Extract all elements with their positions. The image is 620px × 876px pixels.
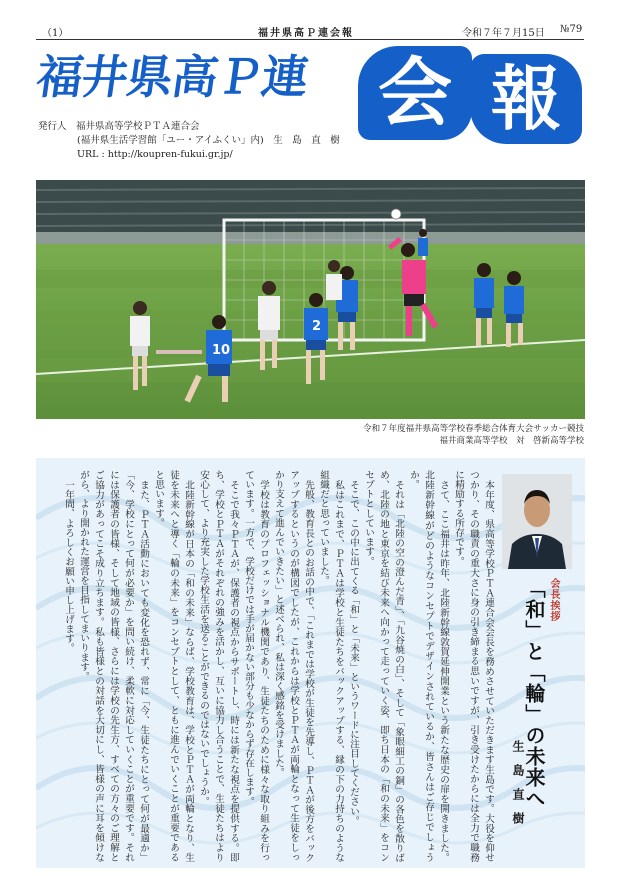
publisher-url[interactable]: URL : http://koupren-fukui.gr.jp/ (77, 149, 233, 160)
publisher-label: 発行人 (38, 121, 67, 132)
soccer-photo (36, 180, 585, 419)
header-strip (36, 22, 584, 40)
issue-date: 令和７年７月15日 (462, 28, 545, 39)
photo-caption (363, 423, 584, 447)
publisher-org: 福井県高等学校ＰＴＡ連合会 (76, 121, 200, 132)
body-paragraph: さて、ここ福井は昨年、北陸新幹線敦賀延伸開業という新たな歴史の扉を開きました。北陸新幹線がどのようなコンセプトでデザインされているか、皆さんはご存じでしょうか。 (408, 470, 449, 862)
caption-line-1: 令和７年度福井県高等学校春季総合体育大会サッカー競技 (363, 424, 584, 434)
body-paragraph: 北陸新幹線が日本の「和の未来」ならば、学校教育は、学校とＰＴＡが両輪となり、生徒を未来へと導く「輪の未来」をコンセプトとして、ともに進んでいくことが重要であると思います。 (153, 470, 194, 862)
publisher-person: 生 島 直 樹 (273, 135, 340, 146)
body-paragraph: また、ＰＴＡ活動においても変化を恐れず、常に「今、生徒たちにとって何が最適か」「今、学校にとって何が必要か」を問い続け、柔軟に対応していくことが重要です。それには保護者の皆様、そして地域の皆様、さらには学校の先生方、すべての方々のご理解とご協力があってこそ成り立ちます。私も皆様との対話を大切にし、皆様の声に耳を傾けながら、より開かれた運営を目指してまいります。 (78, 470, 149, 862)
body-paragraph: 学校は教育のプロフェッショナル機関であり、生徒たちのために様々な取り組みを行っています。一方で、学校だけでは手が届かない部分も少なからず存在します。 (243, 470, 269, 862)
jersey-number-10: 10 (212, 343, 231, 358)
issue-number: №79 (560, 24, 583, 35)
masthead-title: 福井県高Ｐ連 (33, 50, 311, 104)
publisher-info (38, 120, 340, 162)
body-paragraph: そこで、この中に出てくる「和」と「未来」というワードに注目してください。 (348, 479, 359, 826)
body-paragraph: 先般、教育長とのお話の中で、「これまでは学校が生徒を先導し、ＰＴＡが後方をバックアップするというのが構図でしたが、これからは学校とＰＴＡが両輪となって生徒をしっかり支えて進んでいきたい」と述べられ、私は深く感銘を受けました。 (273, 470, 314, 862)
body-paragraph: そこで我々ＰＴＡが、保護者の視点からサポートし、時には新たな視点を提供する。即ち、学校とＰＴＡがそれぞれの強みを活かし、互いに協力し合うことで、生徒たちはより安心して、より充実した学校生活を送ることができるのではないでしょうか。 (198, 470, 239, 862)
caption-line-2: 福井商業高等学校 対 啓新高等学校 (439, 436, 584, 446)
page-number: （1） (42, 28, 69, 39)
body-paragraph: 本年度、県高等学校ＰＴＡ連合会会長を務めさせていただきます生島です。大役を仰せつかり、その職責の重大さに身の引き締まる思いですが、引き受けたからには全力で職務に精励する所存です。 (453, 470, 494, 862)
role-label: 会長挨拶 (548, 578, 559, 622)
article-author: 生島直樹 (511, 740, 525, 836)
paper-name: 福井県高Ｐ連会報 (258, 28, 354, 39)
body-paragraph: 私はこれまで、ＰＴＡは学校と生徒たちをバックアップする、縁の下の力持ちのような組織だと思っていました。 (318, 470, 344, 862)
president-portrait (502, 474, 572, 569)
body-paragraph: 一年間、よろしくお願い申し上げます。 (63, 479, 74, 653)
masthead-hou-logo: 報 (470, 54, 582, 144)
article-body (44, 470, 496, 862)
publisher-address: (福井県生活学習館「ユー・アイふくい」内) (77, 135, 264, 146)
article-headline: 「和」と「輪」の未来へ (522, 578, 546, 809)
body-paragraph: それは「北陸の空の澄んだ青」、「九谷焼の白」、そして「象眼細工の銅」の各色を散りばめ、北陸の地と東京を結び未来へ向かって走っていく姿、即ち日本の「和の未来」をコンセプトとしています。 (363, 470, 404, 862)
jersey-number-2: 2 (312, 319, 322, 334)
masthead-kai-logo: 会 (358, 46, 472, 140)
